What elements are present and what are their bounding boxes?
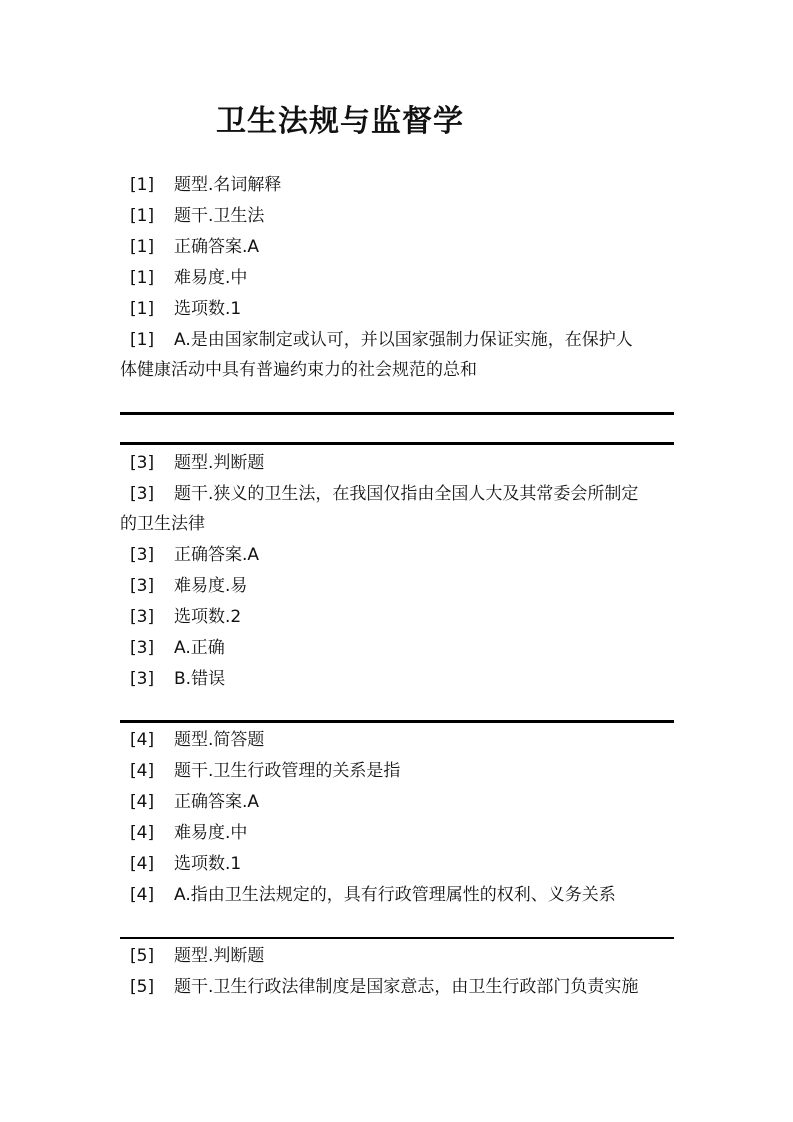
q3-tag: [3] xyxy=(130,607,155,627)
q3-tag: [3] xyxy=(130,638,155,658)
document-title: 卫生法规与监督学 xyxy=(216,104,464,139)
q4-option-a: A.指由卫生法规定的，具有行政管理属性的权利、义务关系 xyxy=(174,885,616,905)
q3-options-line xyxy=(120,602,241,633)
q4-tag: [4] xyxy=(130,761,155,781)
q3-options: 选项数.2 xyxy=(174,607,242,627)
q3-answer-line xyxy=(120,540,259,571)
q1-option-a-continuation: 体健康活动中具有普遍约束力的社会规范的总和 xyxy=(120,360,477,380)
q1-type: 题型.名词解释 xyxy=(174,175,282,195)
q4-stem-line xyxy=(120,756,400,787)
q1-stem: 题干.卫生法 xyxy=(174,206,265,226)
q4-stem: 题干.卫生行政管理的关系是指 xyxy=(174,761,401,781)
q1-tag: [1] xyxy=(130,330,155,350)
section-divider xyxy=(120,937,674,939)
q1-answer: 正确答案.A xyxy=(174,237,260,257)
q1-difficulty-line xyxy=(120,263,247,294)
q1-tag: [1] xyxy=(130,237,155,257)
section-divider xyxy=(120,412,674,415)
q5-type: 题型.判断题 xyxy=(174,946,265,966)
q5-type-line xyxy=(120,941,264,972)
q3-option-a: A.正确 xyxy=(174,638,225,658)
q5-stem-line xyxy=(120,972,638,1003)
q4-tag: [4] xyxy=(130,792,155,812)
q1-option-a-part1: A.是由国家制定或认可，并以国家强制力保证实施，在保护人 xyxy=(174,330,633,350)
q4-tag: [4] xyxy=(130,823,155,843)
q4-option-a-line xyxy=(120,880,616,911)
q3-type-line xyxy=(120,448,264,479)
q3-answer: 正确答案.A xyxy=(174,545,260,565)
q1-type-line xyxy=(120,170,281,201)
q4-options-line xyxy=(120,849,241,880)
q1-difficulty: 难易度.中 xyxy=(174,268,248,288)
section-divider xyxy=(120,442,674,445)
q3-stem-part1: 题干.狭义的卫生法，在我国仅指由全国人大及其常委会所制定 xyxy=(174,484,639,504)
q3-tag: [3] xyxy=(130,669,155,689)
q4-answer-line xyxy=(120,787,259,818)
q1-tag: [1] xyxy=(130,299,155,319)
q3-tag: [3] xyxy=(130,484,155,504)
q1-options-line xyxy=(120,294,241,325)
q1-tag: [1] xyxy=(130,206,155,226)
q3-tag: [3] xyxy=(130,453,155,473)
q3-difficulty-line xyxy=(120,571,247,602)
q4-tag: [4] xyxy=(130,854,155,874)
q4-type-line xyxy=(120,725,264,756)
q4-type: 题型.简答题 xyxy=(174,730,265,750)
q3-stem-line xyxy=(120,479,638,510)
q4-tag: [4] xyxy=(130,885,155,905)
q4-tag: [4] xyxy=(130,730,155,750)
q4-options: 选项数.1 xyxy=(174,854,242,874)
q3-tag: [3] xyxy=(130,545,155,565)
q1-answer-line xyxy=(120,232,259,263)
q3-difficulty: 难易度.易 xyxy=(174,576,248,596)
q3-option-b-line xyxy=(120,664,225,695)
q3-tag: [3] xyxy=(130,576,155,596)
q1-tag: [1] xyxy=(130,175,155,195)
q5-tag: [5] xyxy=(130,946,155,966)
q3-option-a-line xyxy=(120,633,225,664)
section-divider xyxy=(120,720,674,723)
q5-tag: [5] xyxy=(130,977,155,997)
q4-difficulty: 难易度.中 xyxy=(174,823,248,843)
q4-difficulty-line xyxy=(120,818,247,849)
q1-tag: [1] xyxy=(130,268,155,288)
q3-option-b: B.错误 xyxy=(174,669,226,689)
q1-option-a-line xyxy=(120,325,633,356)
q3-stem-continuation: 的卫生法律 xyxy=(120,514,205,534)
q5-stem: 题干.卫生行政法律制度是国家意志，由卫生行政部门负责实施 xyxy=(174,977,639,997)
q4-answer: 正确答案.A xyxy=(174,792,260,812)
q1-stem-line xyxy=(120,201,264,232)
q1-options: 选项数.1 xyxy=(174,299,242,319)
q3-type: 题型.判断题 xyxy=(174,453,265,473)
